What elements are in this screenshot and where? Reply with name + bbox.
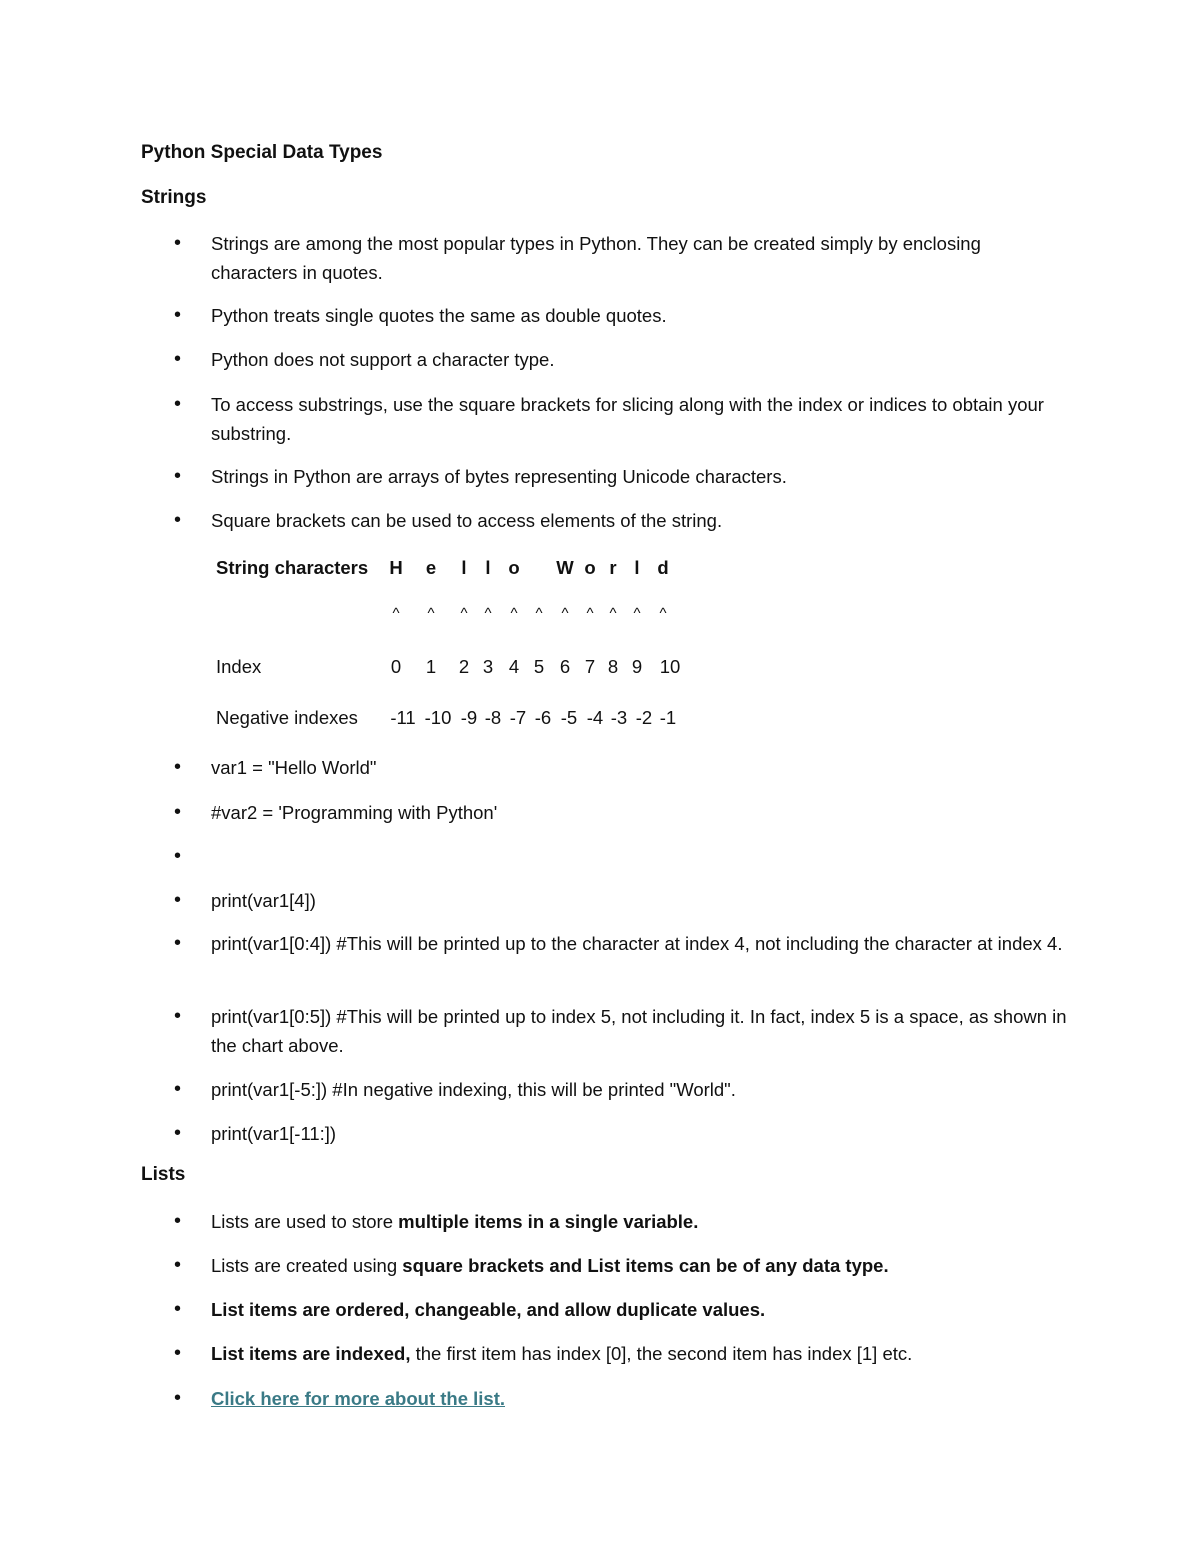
index-cell: 7 [584,656,596,677]
negative-index-cell: -11 [390,707,416,728]
row-label-negative: Negative indexes [216,707,358,728]
list-item [211,1295,1071,1324]
char-cell: H [389,557,403,578]
index-cell: 10 [659,656,681,677]
char-cell: d [657,557,669,578]
list-item: • var1 = "Hello World" [211,753,1071,782]
list-item: • To access substrings, use the square brackets for slicing along with the index or indices to obtain your substring. [211,390,1071,448]
list-item: • Python does not support a character type. [211,345,1071,374]
caret-cell: ^ [392,605,400,622]
index-cell: 0 [390,656,402,677]
char-cell: e [425,557,437,578]
negative-index-cell: -8 [484,707,502,728]
list-item: • print(var1[0:5]) #This will be printed up to index 5, not including it. In fact, index 5 is a space, as shown in the chart above. [211,1002,1071,1060]
caret-cell: ^ [535,605,543,622]
negative-index-cell: -2 [635,707,653,728]
text-span: the first item has index [0], the second item has index [1] etc. [410,1343,913,1364]
list-item: • print(var1[0:4]) #This will be printed up to the character at index 4, not including the character at index 4. [211,929,1071,958]
caret-cell: ^ [561,605,569,622]
index-cell: 6 [559,656,571,677]
char-cell: l [634,557,640,578]
list-item [211,1251,1071,1280]
row-label-characters: String characters [216,557,369,578]
caret-cell: ^ [586,605,594,622]
text-span: Lists are created using [211,1255,403,1276]
char-cell: o [508,557,520,578]
text-span: Lists are used to store [211,1211,399,1232]
list-item: • Square brackets can be used to access elements of the string. [211,506,1071,535]
char-cell: l [461,557,467,578]
index-cell: 3 [482,656,494,677]
caret-cell: ^ [659,605,667,622]
index-cell: 1 [425,656,437,677]
caret-cell: ^ [510,605,518,622]
index-cell: 9 [631,656,643,677]
negative-index-cell: -7 [509,707,527,728]
document-title: Python Special Data Types [141,142,383,163]
list-item: • Strings are among the most popular types in Python. They can be created simply by enclosing characters in quotes. [211,229,1071,287]
bold-text: List items are indexed, [211,1343,411,1364]
caret-cell: ^ [484,605,492,622]
negative-index-cell: -3 [610,707,628,728]
list-item [211,1207,1071,1236]
negative-index-cell: -9 [460,707,478,728]
char-cell: W [556,557,574,578]
list-item: • print(var1[4]) [211,886,1071,915]
index-cell: 2 [458,656,470,677]
list-item [211,1339,1071,1368]
list-item: • print(var1[-5:]) #In negative indexing, this will be printed "World". [211,1075,1071,1104]
list-item: • print(var1[-11:]) [211,1119,1071,1148]
negative-index-cell: -1 [659,707,677,728]
lists-heading: Lists [141,1164,186,1185]
caret-cell: ^ [460,605,468,622]
bold-text: square brackets and List items can be of any data type. [402,1255,889,1276]
list-item [211,1384,1071,1413]
list-more-link[interactable]: Click here for more about the list. [211,1388,506,1409]
caret-cell: ^ [609,605,617,622]
negative-index-cell: -4 [586,707,604,728]
list-item: • #var2 = 'Programming with Python' [211,798,1071,827]
char-cell: r [609,557,617,578]
index-cell: 5 [533,656,545,677]
bold-text: multiple items in a single variable. [398,1211,699,1232]
list-item: • Python treats single quotes the same as double quotes. [211,301,1071,330]
negative-index-cell: -6 [534,707,552,728]
row-label-index: Index [216,656,262,677]
char-cell: l [485,557,491,578]
negative-index-cell: -10 [424,707,452,728]
bold-text: List items are ordered, changeable, and allow duplicate values. [211,1299,766,1320]
index-cell: 8 [607,656,619,677]
char-cell: o [584,557,596,578]
index-cell: 4 [508,656,520,677]
strings-heading: Strings [141,187,207,208]
caret-cell: ^ [427,605,435,622]
list-item: • Strings in Python are arrays of bytes representing Unicode characters. [211,462,1071,491]
caret-cell: ^ [633,605,641,622]
negative-index-cell: -5 [560,707,578,728]
